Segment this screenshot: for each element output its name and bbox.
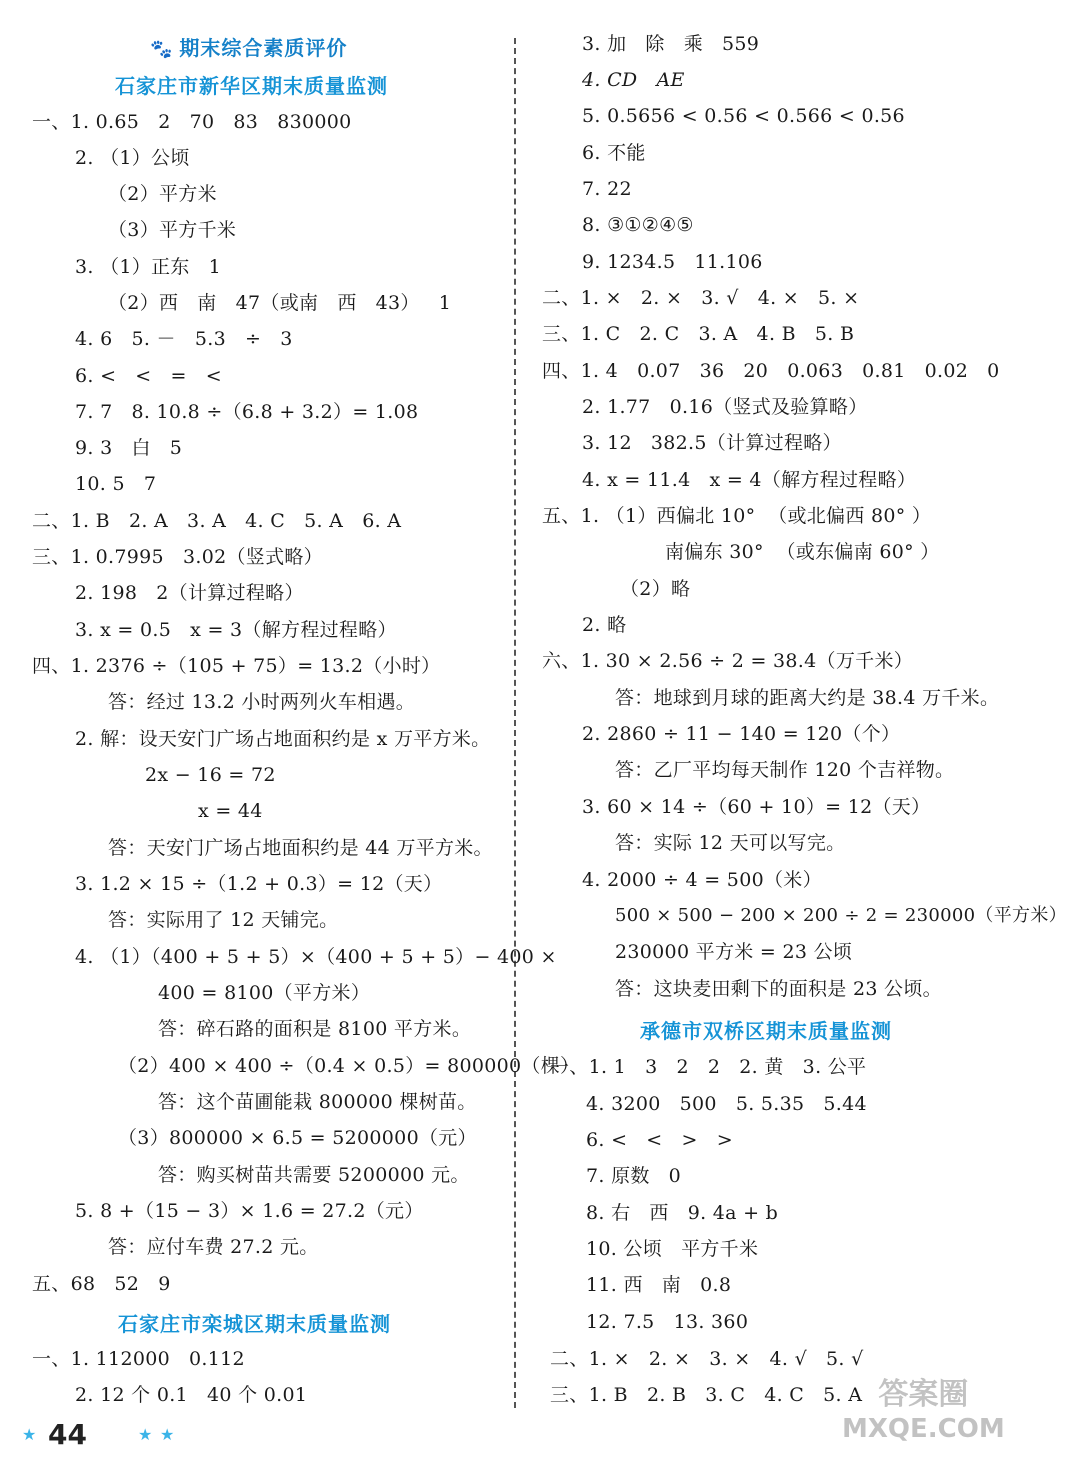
answer-line: 答：乙厂平均每天制作 120 个吉祥物。 — [615, 759, 955, 781]
answer-line: （2）平方米 — [108, 183, 217, 205]
answer-line: 二、1. B 2. A 3. A 4. C 5. A 6. A — [32, 510, 402, 532]
answer-line: 230000 平方米 = 23 公顷 — [615, 941, 853, 963]
heading-xinhua: 石家庄市新华区期末质量监测 — [115, 74, 388, 98]
star-icon: ★ — [22, 1425, 37, 1444]
answer-line: 五、68 52 9 — [32, 1273, 171, 1295]
answer-line: 2x − 16 = 72 — [145, 764, 276, 786]
page-number: 44 — [48, 1418, 87, 1451]
answer-line: 3. 12 382.5（计算过程略） — [582, 432, 842, 454]
answer-line: 答：这块麦田剩下的面积是 23 公顷。 — [615, 978, 942, 1000]
watermark-text: 答案圈 — [878, 1377, 969, 1412]
answer-line: 4. （1）（400 + 5 + 5）×（400 + 5 + 5）− 400 × — [75, 946, 557, 968]
answer-line: （3）800000 × 6.5 = 5200000（元） — [118, 1127, 477, 1149]
answer-line: 四、1. 2376 ÷（105 + 75）= 13.2（小时） — [32, 655, 441, 677]
answer-line: 答：天安门广场占地面积约是 44 万平方米。 — [108, 837, 493, 859]
section-title-text: 期末综合素质评价 — [179, 36, 348, 60]
answer-line: 答：购买树苗共需要 5200000 元。 — [158, 1164, 470, 1186]
answer-line: 2. 略 — [582, 614, 627, 636]
answer-line: 10. 公顷 平方千米 — [586, 1238, 759, 1260]
answer-line: 南偏东 30° （或东偏南 60° ） — [665, 541, 940, 563]
answer-line: 3. x = 0.5 x = 3（解方程过程略） — [75, 619, 397, 641]
answer-line: 五、1. （1）西偏北 10° （或北偏西 80° ） — [542, 505, 932, 527]
answer-line: 答：这个苗圃能栽 800000 棵树苗。 — [158, 1091, 477, 1113]
answer-line: 400 = 8100（平方米） — [158, 982, 371, 1004]
column-divider — [514, 38, 516, 1408]
answer-line: 四、1. 4 0.07 36 20 0.063 0.81 0.02 0 — [542, 360, 1000, 382]
answer-line: 9. 3 白 5 — [75, 437, 183, 459]
answer-line: 5. 8 +（15 − 3）× 1.6 = 27.2（元） — [75, 1200, 424, 1222]
answer-line: 二、1. × 2. × 3. √ 4. × 5. × — [542, 287, 860, 309]
answer-line: 4. 2000 ÷ 4 = 500（米） — [582, 869, 822, 891]
answer-line: 3. （1）正东 1 — [75, 256, 222, 278]
answer-line: 答：碎石路的面积是 8100 平方米。 — [158, 1018, 472, 1040]
star-icon: ★ — [160, 1425, 175, 1444]
watermark-url: MXQE.COM — [842, 1414, 1005, 1444]
answer-line: 一、1. 1 3 2 2 2. 黄 3. 公平 — [550, 1056, 867, 1078]
section-title — [150, 32, 347, 61]
answer-line: 500 × 500 − 200 × 200 ÷ 2 = 230000（平方米） — [615, 905, 1067, 926]
answer-line: 三、1. B 2. B 3. C 4. C 5. A — [550, 1384, 863, 1406]
answer-line: 一、1. 112000 0.112 — [32, 1348, 245, 1370]
answer-line: 答：实际 12 天可以写完。 — [615, 832, 846, 854]
answer-line: 4. CD AE — [582, 69, 685, 91]
paw-icon: 🐾 — [150, 39, 174, 60]
answer-line: （2）400 × 400 ÷（0.4 × 0.5）= 800000（棵） — [118, 1055, 580, 1077]
answer-line: 7. 7 8. 10.8 ÷（6.8 + 3.2）= 1.08 — [75, 401, 419, 423]
answer-line: 六、1. 30 × 2.56 ÷ 2 = 38.4（万千米） — [542, 650, 914, 672]
answer-line: 6. 不能 — [582, 142, 646, 164]
answer-line: 三、1. 0.7995 3.02（竖式略） — [32, 546, 323, 568]
answer-line: 答：实际用了 12 天铺完。 — [108, 909, 339, 931]
answer-line: 8. ③①②④⑤ — [582, 214, 694, 236]
answer-line: （2）西 南 47（或南 西 43） 1 — [108, 292, 452, 314]
watermark-logo — [842, 1378, 1005, 1446]
answer-line: 8. 右 西 9. 4a + b — [586, 1202, 779, 1224]
answer-line: 一、1. 0.65 2 70 83 830000 — [32, 111, 352, 133]
answer-line: 2. （1）公顷 — [75, 147, 190, 169]
answer-line: 3. 加 除 乘 559 — [582, 33, 760, 55]
answer-line: 10. 5 7 — [75, 473, 157, 495]
answer-line: （3）平方千米 — [108, 219, 237, 241]
answer-line: 2. 198 2（计算过程略） — [75, 582, 304, 604]
answer-line: 4. 6 5. － 5.3 ÷ 3 — [75, 328, 293, 350]
answer-line: 4. x = 11.4 x = 4（解方程过程略） — [582, 469, 917, 491]
answer-line: 12. 7.5 13. 360 — [586, 1311, 749, 1333]
answer-line: 2. 解：设天安门广场占地面积约是 x 万平方米。 — [75, 728, 491, 750]
answer-line: 答：经过 13.2 小时两列火车相遇。 — [108, 691, 416, 713]
answer-line: 9. 1234.5 11.106 — [582, 251, 763, 273]
answer-line: 5. 0.5656 < 0.56 < 0.566 < 0.56 — [582, 105, 905, 127]
answer-line: 答：应付车费 27.2 元。 — [108, 1236, 319, 1258]
answer-line: 7. 22 — [582, 178, 632, 200]
answer-line: 4. 3200 500 5. 5.35 5.44 — [586, 1093, 867, 1115]
answer-line: 2. 12 个 0.1 40 个 0.01 — [75, 1384, 308, 1406]
answer-line: 三、1. C 2. C 3. A 4. B 5. B — [542, 323, 855, 345]
answer-line: 3. 1.2 × 15 ÷（1.2 + 0.3）= 12（天） — [75, 873, 443, 895]
heading-shuangqiao: 承德市双桥区期末质量监测 — [640, 1019, 892, 1043]
answer-line: 7. 原数 0 — [586, 1165, 682, 1187]
answer-line: 3. 60 × 14 ÷（60 + 10）= 12（天） — [582, 796, 931, 818]
star-icon: ★ — [138, 1425, 153, 1444]
answer-line: 11. 西 南 0.8 — [586, 1274, 732, 1296]
answer-line: x = 44 — [198, 800, 263, 822]
heading-luancheng: 石家庄市栾城区期末质量监测 — [118, 1312, 391, 1336]
answer-line: 2. 1.77 0.16（竖式及验算略） — [582, 396, 868, 418]
answer-line: 6. < < > > — [586, 1129, 734, 1151]
answer-line: （2）略 — [620, 578, 691, 600]
answer-line: 6. < < = < — [75, 365, 223, 387]
answer-line: 2. 2860 ÷ 11 − 140 = 120（个） — [582, 723, 901, 745]
answer-line: 答：地球到月球的距离大约是 38.4 万千米。 — [615, 687, 1000, 709]
answer-line: 二、1. × 2. × 3. × 4. √ 5. √ — [550, 1348, 864, 1370]
